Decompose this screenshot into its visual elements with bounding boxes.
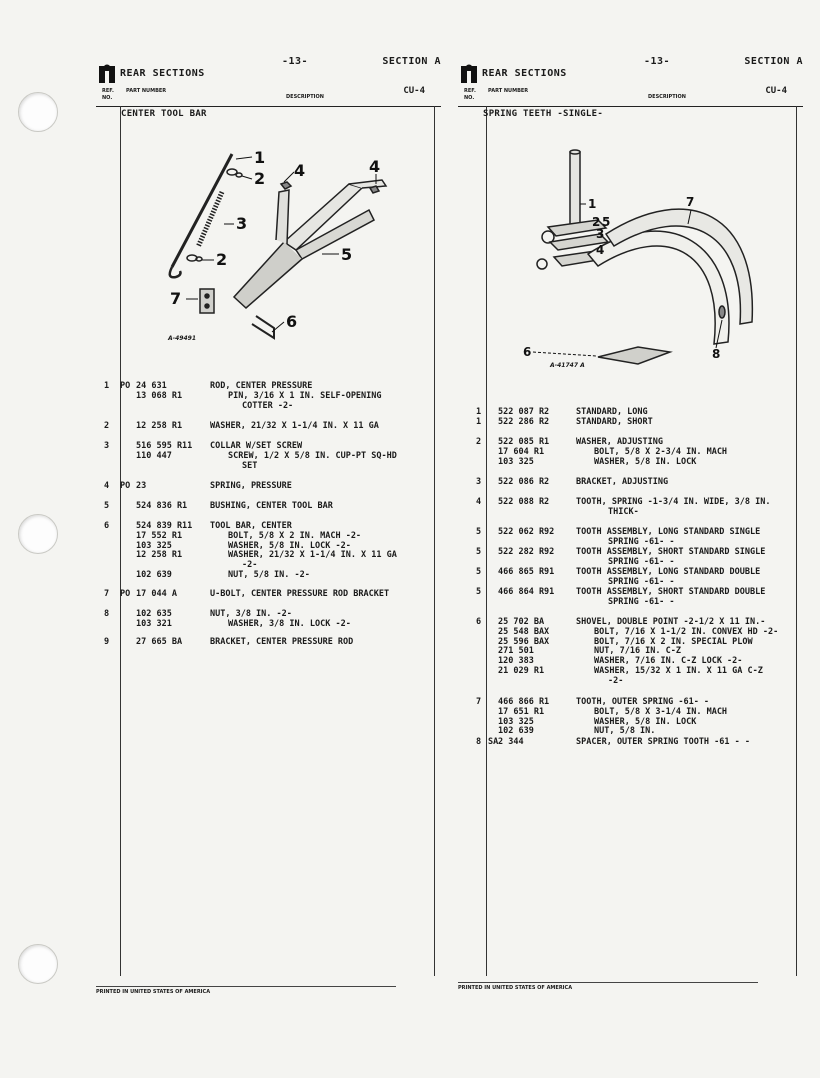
part-prefix: SA <box>488 737 499 747</box>
punch-hole-top <box>18 92 58 132</box>
part-description: WASHER, 5/8 IN. LOCK <box>594 716 697 727</box>
part-number: 2 344 <box>498 737 524 747</box>
group-title: CENTER TOOL BAR <box>121 109 207 119</box>
svg-text:2: 2 <box>216 250 228 269</box>
part-description: BUSHING, CENTER TOOL BAR <box>210 501 333 511</box>
ref-number: 5 <box>476 527 482 537</box>
svg-text:7: 7 <box>686 195 695 209</box>
ih-logo-icon <box>98 62 116 84</box>
part-prefix: PO <box>120 381 131 391</box>
part-group <box>458 738 803 748</box>
part-number: 466 865 R91 <box>498 567 555 577</box>
part-row <box>96 551 441 561</box>
ref-number: 7 <box>476 697 482 707</box>
part-row <box>458 508 803 518</box>
part-number: 522 088 R2 <box>498 497 550 507</box>
part-number: 103 325 <box>498 716 534 727</box>
part-description: BOLT, 7/16 X 2 IN. SPECIAL PLOW <box>594 636 753 647</box>
ih-logo-icon <box>460 62 478 84</box>
ref-number: 9 <box>104 637 110 647</box>
part-description: -2- <box>242 560 258 571</box>
part-number: 25 702 BA <box>498 617 545 627</box>
part-number: 21 029 R1 <box>498 665 545 676</box>
part-description: PIN, 3/16 X 1 IN. SELF-OPENING <box>228 390 382 401</box>
ref-number: 5 <box>476 567 482 577</box>
part-description: NUT, 3/8 IN. -2- <box>210 609 292 619</box>
svg-text:2: 2 <box>254 169 266 188</box>
part-number: 103 325 <box>498 456 534 467</box>
part-description: U-BOLT, CENTER PRESSURE ROD BRACKET <box>210 589 390 599</box>
part-description: WASHER, 5/8 IN. LOCK -2- <box>228 540 351 551</box>
part-description: SPACER, OUTER SPRING TOOTH -61 - - <box>576 737 750 747</box>
part-group <box>458 438 803 467</box>
ref-number: 8 <box>104 609 110 619</box>
part-description: NUT, 5/8 IN. -2- <box>228 569 310 580</box>
part-description: BRACKET, CENTER PRESSURE ROD <box>210 637 354 647</box>
part-description: THICK- <box>608 506 639 517</box>
ref-number: 7 <box>104 589 110 599</box>
ref-number: 1 <box>476 417 482 427</box>
part-description: SPRING -61- - <box>608 556 675 567</box>
svg-text:7: 7 <box>170 289 182 308</box>
part-number: 23 <box>136 481 147 491</box>
ref-number: 3 <box>104 441 110 451</box>
part-row <box>458 727 803 737</box>
part-description: SPRING -61- - <box>608 536 675 547</box>
part-row <box>96 452 441 462</box>
ref-number: 5 <box>476 587 482 597</box>
part-number: 271 501 <box>498 646 534 657</box>
cu-code: CU-4 <box>403 86 425 96</box>
part-description: -2- <box>608 675 624 686</box>
part-description: COTTER -2- <box>242 400 294 411</box>
part-group <box>96 482 441 492</box>
part-number: 12 258 R1 <box>136 421 183 431</box>
svg-text:3: 3 <box>236 214 248 233</box>
section-label: SECTION A <box>744 56 803 67</box>
part-number: 516 595 R11 <box>136 441 193 451</box>
part-description: STANDARD, LONG <box>576 407 648 417</box>
part-number: 103 325 <box>136 540 172 551</box>
part-number: 12 258 R1 <box>136 550 183 561</box>
part-description: BOLT, 5/8 X 2-3/4 IN. MACH <box>594 446 728 457</box>
part-row <box>458 667 803 677</box>
part-group <box>96 442 441 471</box>
page-number: -13- <box>282 56 309 67</box>
part-prefix: PO <box>120 481 131 491</box>
ref-number: 3 <box>476 477 482 487</box>
part-description: BRACKET, ADJUSTING <box>576 477 669 487</box>
ref-number: 4 <box>476 497 482 507</box>
part-number: 522 062 R92 <box>498 527 555 537</box>
ref-number: 2 <box>104 421 110 431</box>
part-group <box>96 638 441 648</box>
part-number: 102 635 <box>136 609 172 619</box>
part-group <box>96 382 441 411</box>
punch-hole-bottom <box>18 944 58 984</box>
part-prefix: PO <box>120 589 131 599</box>
svg-text:5: 5 <box>602 215 611 229</box>
part-description: SHOVEL, DOUBLE POINT -2-1/2 X 11 IN.- <box>576 617 766 627</box>
part-number: 102 639 <box>498 726 534 737</box>
part-number-header: PART NUMBER <box>488 88 529 94</box>
part-number: 13 068 R1 <box>136 390 183 401</box>
part-description: BOLT, 7/16 X 1-1/2 IN. CONVEX HD -2- <box>594 626 779 637</box>
part-description: SCREW, 1/2 X 5/8 IN. CUP-PT SQ-HD <box>228 450 397 461</box>
column-header <box>458 88 803 107</box>
ref-number: 5 <box>104 501 110 511</box>
ref-no-header: REF. NO. <box>464 88 476 101</box>
ref-number: 1 <box>476 407 482 417</box>
part-number-header: PART NUMBER <box>126 88 167 94</box>
part-number: 522 286 R2 <box>498 417 550 427</box>
page-title: REAR SECTIONS <box>120 68 205 79</box>
part-row <box>458 418 803 428</box>
part-description: TOOTH ASSEMBLY, SHORT STANDARD SINGLE <box>576 547 766 557</box>
group-title: SPRING TEETH -SINGLE- <box>483 109 604 119</box>
part-description: SET <box>242 460 258 471</box>
part-number: 522 282 R92 <box>498 547 555 557</box>
part-number: 466 864 R91 <box>498 587 555 597</box>
page-title: REAR SECTIONS <box>482 68 567 79</box>
part-group <box>458 478 803 488</box>
part-description: WASHER, 7/16 IN. C-Z LOCK -2- <box>594 656 743 667</box>
part-row <box>96 620 441 630</box>
description-header: DESCRIPTION <box>648 94 686 100</box>
ref-number: 8 <box>476 737 482 747</box>
part-row <box>96 502 441 512</box>
part-number: 103 321 <box>136 618 172 629</box>
part-number: 120 383 <box>498 656 534 667</box>
part-description: WASHER, 21/32 X 1-1/4 IN. X 11 GA <box>228 550 397 561</box>
part-row <box>458 478 803 488</box>
ref-number: 6 <box>476 617 482 627</box>
section-label: SECTION A <box>382 56 441 67</box>
spring-teeth-illustration <box>488 142 798 372</box>
part-group <box>458 698 803 737</box>
part-description: TOOTH ASSEMBLY, LONG STANDARD SINGLE <box>576 527 761 537</box>
part-group <box>458 618 803 687</box>
part-number: 524 836 R1 <box>136 501 188 511</box>
part-group <box>96 590 441 600</box>
part-row <box>458 458 803 468</box>
part-description: WASHER, 5/8 IN. LOCK <box>594 456 697 467</box>
part-group <box>458 568 803 588</box>
svg-text:6: 6 <box>523 345 532 359</box>
column-header <box>96 88 441 107</box>
part-row <box>96 422 441 432</box>
center-tool-bar-illustration <box>124 132 434 362</box>
part-description: TOOL BAR, CENTER <box>210 521 292 531</box>
part-group <box>96 422 441 432</box>
part-row <box>96 482 441 492</box>
ref-number: 6 <box>104 521 110 531</box>
part-row <box>96 571 441 581</box>
part-number: 27 665 BA <box>136 637 183 647</box>
figure-number: A-49491 <box>168 335 197 342</box>
part-number: 466 866 R1 <box>498 697 550 707</box>
punch-hole-middle <box>18 514 58 554</box>
ref-number: 1 <box>104 381 110 391</box>
part-description: BOLT, 5/8 X 2 IN. MACH -2- <box>228 530 362 541</box>
part-number: 17 552 R1 <box>136 530 183 541</box>
part-description: COLLAR W/SET SCREW <box>210 441 303 451</box>
left-parts-page <box>96 52 441 995</box>
part-description: WASHER, ADJUSTING <box>576 437 663 447</box>
page-number: -13- <box>644 56 671 67</box>
part-description: ROD, CENTER PRESSURE <box>210 381 313 391</box>
part-number: 24 631 <box>136 381 167 391</box>
part-row <box>458 677 803 687</box>
part-group <box>458 418 803 428</box>
part-description: SPRING -61- - <box>608 596 675 607</box>
part-description: WASHER, 15/32 X 1 IN. X 11 GA C-Z <box>594 665 763 676</box>
part-description: TOOTH, SPRING -1-3/4 IN. WIDE, 3/8 IN. <box>576 497 771 507</box>
right-parts-page <box>458 52 803 991</box>
part-group <box>458 498 803 518</box>
ref-number: 2 <box>476 437 482 447</box>
part-number: 17 604 R1 <box>498 446 545 457</box>
part-row <box>96 462 441 472</box>
svg-text:6: 6 <box>286 312 298 331</box>
part-group <box>458 548 803 568</box>
part-row <box>458 598 803 608</box>
part-row <box>96 402 441 412</box>
part-row <box>96 590 441 600</box>
description-header: DESCRIPTION <box>286 94 324 100</box>
part-group <box>96 610 441 630</box>
part-description: TOOTH ASSEMBLY, LONG STANDARD DOUBLE <box>576 567 761 577</box>
cu-code: CU-4 <box>765 86 787 96</box>
footer-print-notice: PRINTED IN UNITED STATES OF AMERICA <box>96 986 396 995</box>
footer-print-notice: PRINTED IN UNITED STATES OF AMERICA <box>458 982 758 991</box>
part-number: 17 651 R1 <box>498 706 545 717</box>
part-description: TOOTH, OUTER SPRING -61- - <box>576 697 710 707</box>
part-number: 522 085 R1 <box>498 437 550 447</box>
svg-text:4: 4 <box>369 157 381 176</box>
part-number: 25 596 BAX <box>498 636 550 647</box>
part-number: 524 839 R11 <box>136 521 193 531</box>
part-group <box>458 588 803 608</box>
part-description: SPRING -61- - <box>608 576 675 587</box>
figure-number: A-41747 A <box>550 362 585 369</box>
part-number: 110 447 <box>136 450 172 461</box>
part-row <box>96 638 441 648</box>
svg-text:1: 1 <box>588 197 597 211</box>
svg-text:2: 2 <box>592 215 601 229</box>
part-number: 522 086 R2 <box>498 477 550 487</box>
part-description: SPRING, PRESSURE <box>210 481 292 491</box>
part-number: 102 639 <box>136 569 172 580</box>
part-description: NUT, 5/8 IN. <box>594 726 656 737</box>
part-description: NUT, 7/16 IN. C-Z <box>594 646 681 657</box>
part-row <box>458 738 803 748</box>
part-description: WASHER, 21/32 X 1-1/4 IN. X 11 GA <box>210 421 379 431</box>
part-description: TOOTH ASSEMBLY, SHORT STANDARD DOUBLE <box>576 587 766 597</box>
ref-no-header: REF. NO. <box>102 88 114 101</box>
part-description: WASHER, 3/8 IN. LOCK -2- <box>228 618 351 629</box>
svg-text:1: 1 <box>254 148 266 167</box>
ref-number: 5 <box>476 547 482 557</box>
part-description: BOLT, 5/8 X 3-1/4 IN. MACH <box>594 706 728 717</box>
part-number: 17 044 A <box>136 589 177 599</box>
part-description: STANDARD, SHORT <box>576 417 653 427</box>
part-group <box>96 522 441 581</box>
svg-text:4: 4 <box>596 243 605 257</box>
svg-text:5: 5 <box>341 245 353 264</box>
ref-number: 4 <box>104 481 110 491</box>
svg-text:4: 4 <box>294 161 306 180</box>
part-number: 25 548 BAX <box>498 626 550 637</box>
svg-text:3: 3 <box>596 227 605 241</box>
part-number: 522 087 R2 <box>498 407 550 417</box>
part-group <box>96 502 441 512</box>
svg-text:8: 8 <box>712 347 721 361</box>
part-group <box>458 528 803 548</box>
